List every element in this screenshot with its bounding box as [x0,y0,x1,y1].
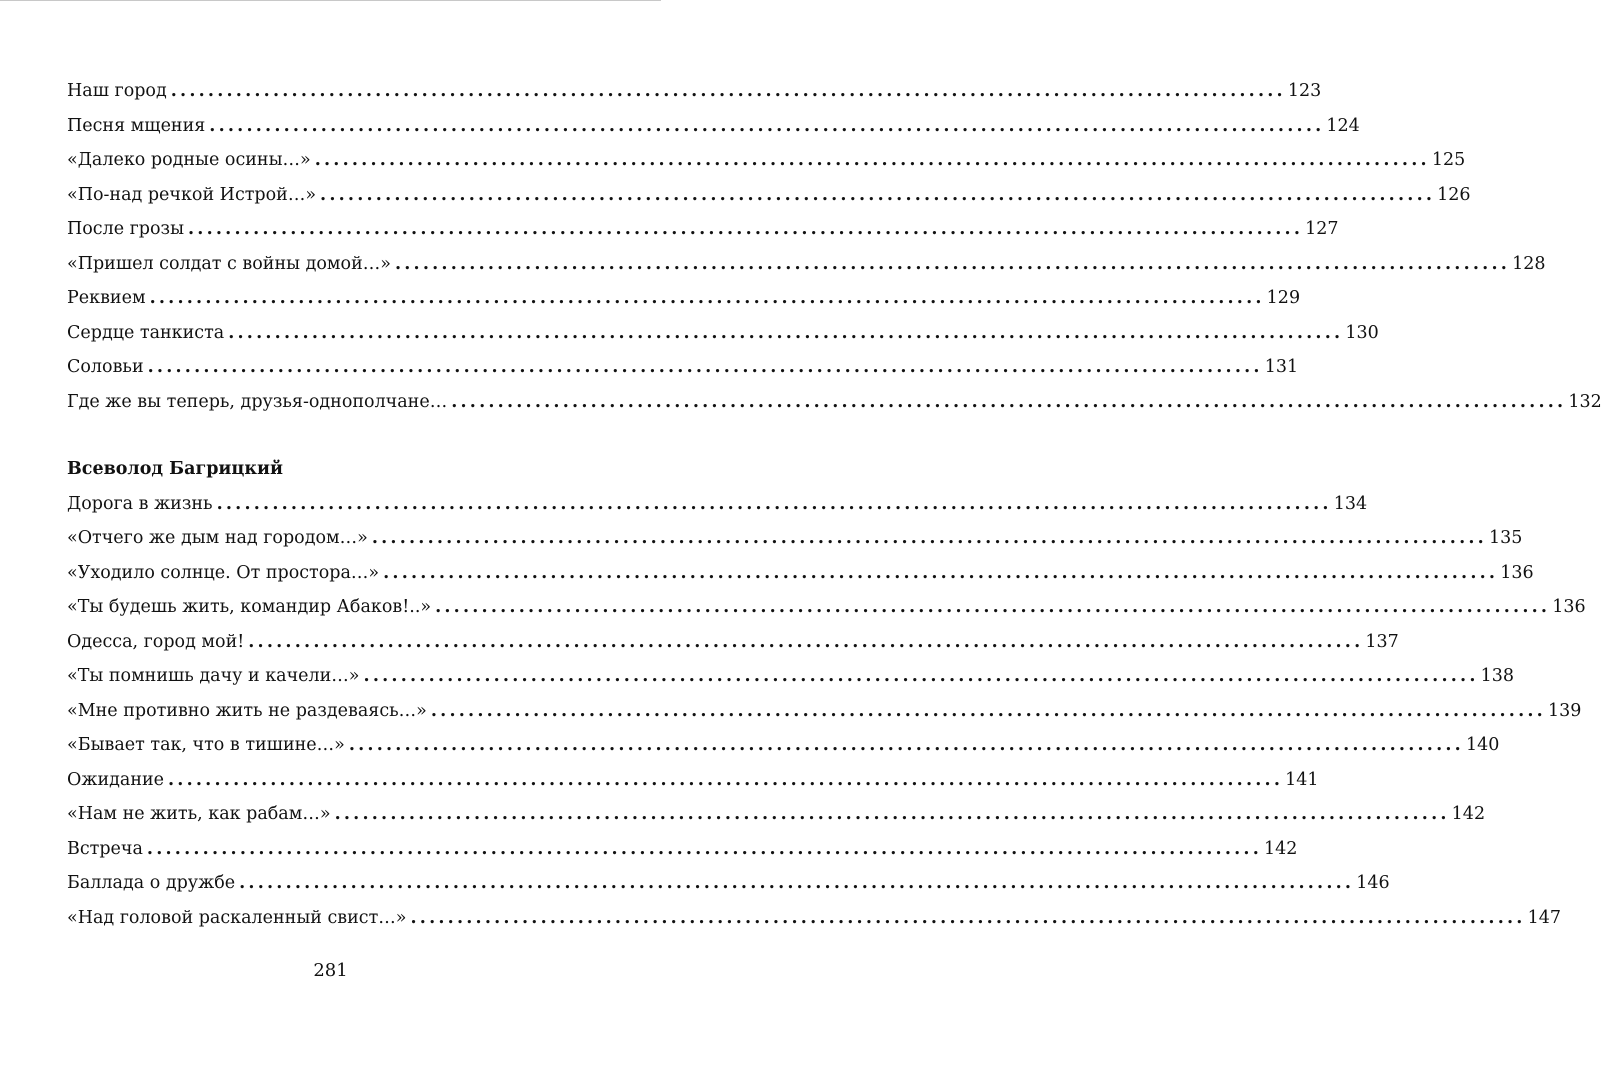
toc-entry-page: 141 [1285,769,1319,790]
dot-leader: ........................................................................................................................ [320,184,1436,205]
toc-group-one [67,74,1602,419]
section-gap [67,419,565,452]
page-number: 281 [313,960,348,981]
toc-entry-page: 128 [1512,253,1546,274]
toc-entry [67,694,1582,729]
toc-entry-page: 147 [1527,907,1561,928]
toc-entry-title: «Далеко родные осины…» [67,150,311,170]
dot-leader: ........................................................................................................................ [228,322,1344,343]
dot-leader: ........................................................................................................................ [248,631,1364,652]
toc-entry [67,74,1322,109]
toc-entry [67,212,1339,247]
toc-entry-page: 129 [1266,288,1301,308]
toc-entry-title: «Бывает так, что в тишине…» [67,735,345,755]
dot-leader: ........................................................................................................................ [149,288,1265,308]
toc-entry-page: 142 [1264,838,1298,859]
dot-leader: ........................................................................................................................ [168,769,1284,790]
toc-entry [67,832,1298,867]
toc-entry-page: 142 [1451,804,1486,824]
dot-leader: ........................................................................................................................ [383,562,1499,583]
toc-entry-page: 146 [1356,873,1390,893]
toc-entry [67,866,1390,901]
dot-leader: ........................................................................................................................ [410,907,1526,928]
toc-entry-title: Ожидание [67,769,165,790]
toc-entry [67,109,1360,144]
toc-entry [67,247,1546,282]
toc-entry [67,556,1534,591]
toc-entry-page: 137 [1365,631,1399,652]
toc-entry [67,143,1466,178]
toc-entry-page: 123 [1287,81,1322,101]
dot-leader: ........................................................................................................................ [216,493,1332,514]
toc-entry-title: «Отчего же дым над городом…» [67,528,368,548]
toc-entry [67,590,1586,625]
toc-entry-title: «Ты помнишь дачу и качели…» [67,666,360,686]
toc-entry [67,763,1319,798]
dot-leader: ........................................................................................................................ [363,666,1479,686]
toc-entry-page: 136 [1552,597,1586,617]
toc-entry-title: «Ты будешь жить, командир Абаков!..» [67,597,432,617]
dot-leader: ........................................................................................................................ [239,873,1355,893]
toc-entry [67,521,1523,556]
toc-entry [67,659,1515,694]
dot-leader: ........................................................................................................................ [209,115,1325,136]
toc-entry-title: Где же вы теперь, друзья-однополчане… [67,391,448,412]
dot-leader: ........................................................................................................................ [147,357,1263,377]
toc-entry-title: «Над головой раскаленный свист…» [67,907,407,928]
toc-entry-title: Реквием [67,288,146,308]
toc-entry [67,178,1471,213]
dot-leader: ........................................................................................................................ [430,700,1546,721]
toc-entry-page: 126 [1437,184,1471,205]
toc-entry-page: 125 [1431,150,1466,170]
section-heading: Всеволод Багрицкий [67,459,283,479]
toc-entry-title: Одесса, город мой! [67,631,245,652]
toc-entry-title: Песня мщения [67,115,206,136]
toc-entry-title: Наш город [67,81,167,101]
toc-entry-title: Сердце танкиста [67,322,225,343]
dot-leader: ........................................................................................................................ [334,804,1450,824]
dot-leader: ........................................................................................................................ [371,528,1487,548]
toc-entry-page: 135 [1488,528,1523,548]
dot-leader: ........................................................................................................................ [394,253,1511,274]
toc-entry [67,901,1561,936]
toc-entry [67,385,1602,420]
toc-entry-page: 140 [1465,735,1500,755]
dot-leader: ........................................................................................................................ [188,219,1304,239]
table-of-contents [67,74,1602,935]
toc-entry [67,350,1299,385]
toc-entry-title: После грозы [67,219,185,239]
toc-entry-title: «Пришел солдат с войны домой…» [67,253,391,274]
toc-entry-title: «Уходило солнце. От простора…» [67,562,380,583]
dot-leader: ........................................................................................................................ [314,150,1430,170]
toc-entry-title: «Мне противно жить не раздеваясь…» [67,700,427,721]
toc-entry-page: 138 [1480,666,1515,686]
toc-entry-title: Встреча [67,838,143,859]
toc-entry-title: Соловьи [67,357,144,377]
toc-entry-page: 134 [1333,493,1368,514]
toc-entry-title: Баллада о дружбе [67,873,236,893]
toc-entry-title: «По-над речкой Истрой…» [67,184,317,205]
dot-leader: ........................................................................................................................ [348,735,1464,755]
toc-group-two [67,487,1586,936]
toc-entry [67,728,1500,763]
toc-entry [67,281,1301,316]
toc-entry-page: 130 [1345,322,1379,343]
toc-entry-page: 132 [1568,391,1602,412]
dot-leader: ........................................................................................................................ [451,391,1567,412]
toc-entry [67,625,1399,660]
toc-entry-title: «Нам не жить, как рабам…» [67,804,331,824]
toc-entry [67,487,1368,522]
toc-entry-page: 127 [1305,219,1339,239]
top-rule [0,0,661,1]
toc-entry-page: 136 [1500,562,1534,583]
toc-entry-page: 124 [1326,115,1360,136]
dot-leader: ........................................................................................................................ [435,597,1551,617]
toc-entry [67,316,1379,351]
toc-entry [67,797,1486,832]
dot-leader: ........................................................................................................................ [146,838,1263,859]
toc-entry-page: 131 [1264,357,1299,377]
toc-entry-title: Дорога в жизнь [67,493,213,514]
dot-leader: ........................................................................................................................ [170,81,1286,101]
toc-entry-page: 139 [1547,700,1582,721]
